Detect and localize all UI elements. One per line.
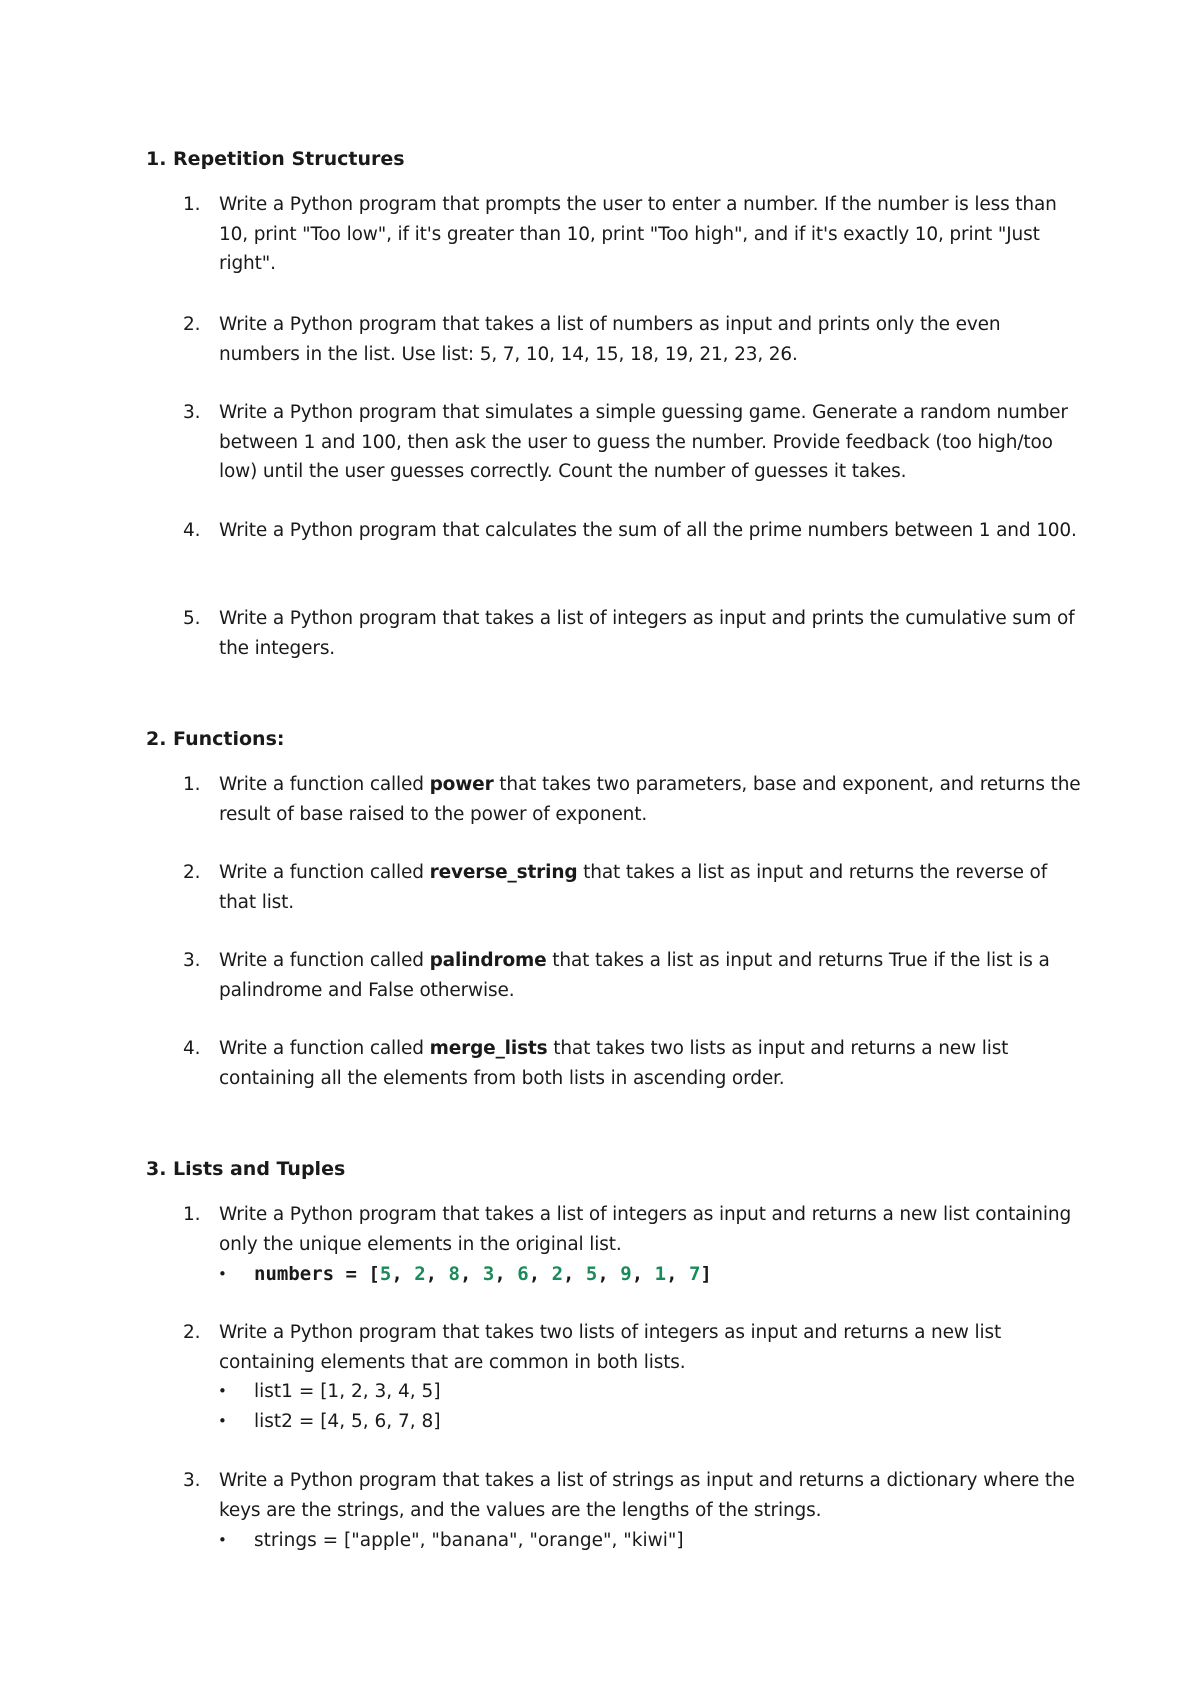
question-2-1 (183, 770, 1083, 829)
question-text (219, 1034, 1083, 1093)
code-comma: , (631, 1263, 655, 1285)
code-bracket-close: ] (700, 1263, 712, 1285)
bullet-dot: • (218, 1265, 227, 1283)
question-number: 2. (183, 1322, 201, 1343)
question-text-post: that takes a list as input and returns True if the list is a palindrome and False otherwise. (219, 950, 1050, 1001)
question-text-pre: Write a function called (219, 950, 430, 971)
code-comma: , (460, 1263, 483, 1285)
question-number: 1. (183, 774, 201, 795)
bullet-dot: • (218, 1382, 227, 1400)
question-number: 3. (183, 950, 201, 971)
code-numbers-list (254, 1260, 712, 1290)
bullet-dot: • (218, 1412, 227, 1430)
bullet-list1 (218, 1377, 441, 1407)
code-comma: , (597, 1263, 621, 1285)
question-1-2 (183, 310, 1083, 369)
code-number: 5 (379, 1263, 392, 1285)
question-1-5 (183, 604, 1083, 663)
question-text: Write a Python program that takes a list of strings as input and returns a dictionary where the keys are the strings, and the values are the lengths of the strings. (219, 1470, 1075, 1521)
question-2-4 (183, 1034, 1083, 1093)
question-text-pre: Write a function called (219, 862, 430, 883)
bullet-strings-list (218, 1526, 684, 1556)
question-number: 5. (183, 608, 201, 629)
question-text: Write a Python program that takes two lists of integers as input and returns a new list containing elements that are common in both lists. (219, 1322, 1002, 1373)
question-text (219, 858, 1083, 917)
code-number: 8 (448, 1263, 460, 1285)
question-3-3 (183, 1466, 1083, 1525)
code-comma: , (494, 1263, 518, 1285)
question-number: 4. (183, 520, 201, 541)
bullet-numbers-list (218, 1260, 712, 1290)
question-text: Write a Python program that takes a list of integers as input and prints the cumulative sum of the integers. (219, 608, 1075, 659)
code-comma: , (563, 1263, 586, 1285)
question-text: Write a Python program that calculates the sum of all the prime numbers between 1 and 100. (219, 520, 1077, 541)
question-text (219, 770, 1083, 829)
question-1-4 (183, 516, 1083, 546)
question-text-post: that takes two parameters, base and exponent, and returns the result of base raised to the power of exponent. (219, 774, 1081, 825)
bullet-text: list2 = [4, 5, 6, 7, 8] (254, 1411, 441, 1432)
question-number: 4. (183, 1038, 201, 1059)
question-text: Write a Python program that simulates a simple guessing game. Generate a random number between 1 and 100, then ask the user to guess the number. Provide feedback (too high/too low) until the user guesses correctly. Count the number of guesses it takes. (219, 402, 1068, 482)
code-operator: = (334, 1263, 369, 1285)
question-text-pre: Write a function called (219, 1038, 430, 1059)
code-comma: , (425, 1263, 449, 1285)
function-name-palindrome: palindrome (429, 950, 547, 971)
question-number: 1. (183, 1204, 201, 1225)
code-number: 2 (551, 1263, 564, 1285)
function-name-merge-lists: merge_lists (429, 1038, 548, 1059)
question-number: 1. (183, 194, 201, 215)
code-comma: , (528, 1263, 552, 1285)
question-number: 2. (183, 862, 201, 883)
code-number: 1 (654, 1263, 667, 1285)
question-text: Write a Python program that prompts the user to enter a number. If the number is less than 10, print "Too low", if it's greater than 10, print "Too high", and if it's exactly 10, print "Just right". (219, 194, 1057, 274)
section-heading-functions: 2. Functions: (146, 728, 285, 750)
code-bracket-open: [ (368, 1263, 380, 1285)
question-number: 3. (183, 402, 201, 423)
question-text-pre: Write a function called (219, 774, 430, 795)
question-2-3 (183, 946, 1083, 1005)
code-number-values (380, 1263, 701, 1285)
code-number: 2 (414, 1263, 426, 1285)
code-number: 5 (585, 1263, 598, 1285)
question-3-2 (183, 1318, 1083, 1377)
question-1-3 (183, 398, 1083, 487)
function-name-reverse-string: reverse_string (429, 862, 578, 883)
question-text-post: that takes a list as input and returns the reverse of that list. (219, 862, 1048, 913)
code-number: 6 (517, 1263, 529, 1285)
section-heading-lists-tuples: 3. Lists and Tuples (146, 1158, 346, 1180)
code-number: 9 (620, 1263, 632, 1285)
bullet-text: list1 = [1, 2, 3, 4, 5] (254, 1381, 441, 1402)
question-1-1 (183, 190, 1083, 279)
bullet-dot: • (218, 1531, 227, 1549)
question-3-1 (183, 1200, 1083, 1259)
function-name-power: power (429, 774, 494, 795)
code-comma: , (391, 1263, 415, 1285)
code-number: 3 (482, 1263, 495, 1285)
code-comma: , (666, 1263, 689, 1285)
question-text-post: that takes two lists as input and returns a new list containing all the elements from both lists in ascending order. (219, 1038, 1009, 1089)
question-text: Write a Python program that takes a list of integers as input and returns a new list containing only the unique elements in the original list. (219, 1204, 1072, 1255)
question-text: Write a Python program that takes a list of numbers as input and prints only the even numbers in the list. Use list: 5, 7, 10, 14, 15, 18, 19, 21, 23, 26. (219, 314, 1001, 365)
bullet-list2 (218, 1407, 441, 1437)
bullet-text: strings = ["apple", "banana", "orange", "kiwi"] (254, 1530, 684, 1551)
question-number: 2. (183, 314, 201, 335)
code-number: 7 (688, 1263, 701, 1285)
question-2-2 (183, 858, 1083, 917)
section-heading-repetition: 1. Repetition Structures (146, 148, 405, 170)
question-text (219, 946, 1083, 1005)
code-variable: numbers (254, 1263, 335, 1285)
question-number: 3. (183, 1470, 201, 1491)
